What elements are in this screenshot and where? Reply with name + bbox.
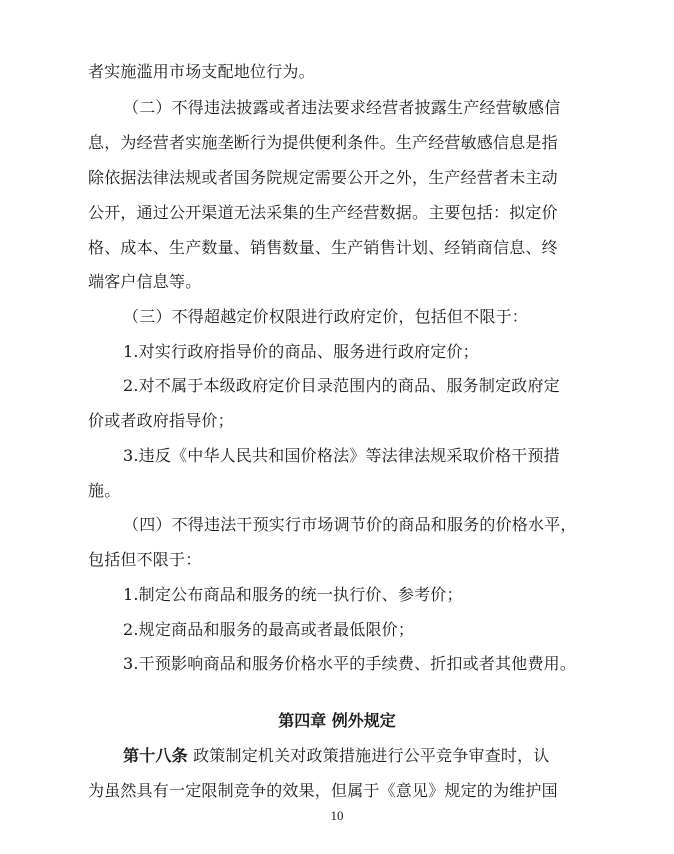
paragraph-line: 包括但不限于： [88, 550, 202, 569]
page-number: 10 [330, 808, 344, 823]
article-line [123, 746, 633, 766]
paragraph-line: （二）不得违法披露或者违法要求经营者披露生产经营敏感信 [123, 98, 561, 117]
paragraph-line: 价或者政府指导价； [88, 411, 234, 430]
paragraph-line: （三）不得超越定价权限进行政府定价，包括但不限于： [123, 307, 529, 326]
paragraph-line: 格、成本、生产数量、销售数量、生产销售计划、经销商信息、终 [88, 238, 558, 257]
list-item: 3.违反《中华人民共和国价格法》等法律法规采取价格干预措 [123, 446, 560, 465]
chapter-heading: 第四章 例外规定 [278, 711, 396, 730]
paragraph-line: 者实施滥用市场支配地位行为。 [88, 62, 315, 81]
list-item: 2.规定商品和服务的最高或者最低限价； [123, 620, 415, 639]
paragraph-line: 公开，通过公开渠道无法采集的生产经营数据。主要包括：拟定价 [88, 203, 558, 222]
list-item: 3.干预影响商品和服务价格水平的手续费、折扣或者其他费用。 [123, 654, 577, 673]
paragraph-line: 除依据法律法规或者国务院规定需要公开之外，生产经营者未主动 [88, 168, 558, 187]
list-item: 1.制定公布商品和服务的统一执行价、参考价； [123, 585, 463, 604]
paragraph-line: 息，为经营者实施垄断行为提供便利条件。生产经营敏感信息是指 [88, 133, 558, 152]
list-item: 1.对实行政府指导价的商品、服务进行政府定价； [123, 342, 479, 361]
article-line: 为虽然具有一定限制竞争的效果，但属于《意见》规定的为维护国 [88, 781, 558, 800]
article-number: 第十八条 [123, 746, 188, 765]
paragraph-line: （四）不得违法干预实行市场调节价的商品和服务的价格水平， [123, 515, 577, 534]
article-text: 政策制定机关对政策措施进行公平竞争审查时，认 [187, 746, 550, 765]
paragraph-line: 端客户信息等。 [88, 272, 202, 291]
paragraph-line: 施。 [88, 481, 121, 500]
list-item: 2.对不属于本级政府定价目录范围内的商品、服务制定政府定 [123, 376, 560, 395]
